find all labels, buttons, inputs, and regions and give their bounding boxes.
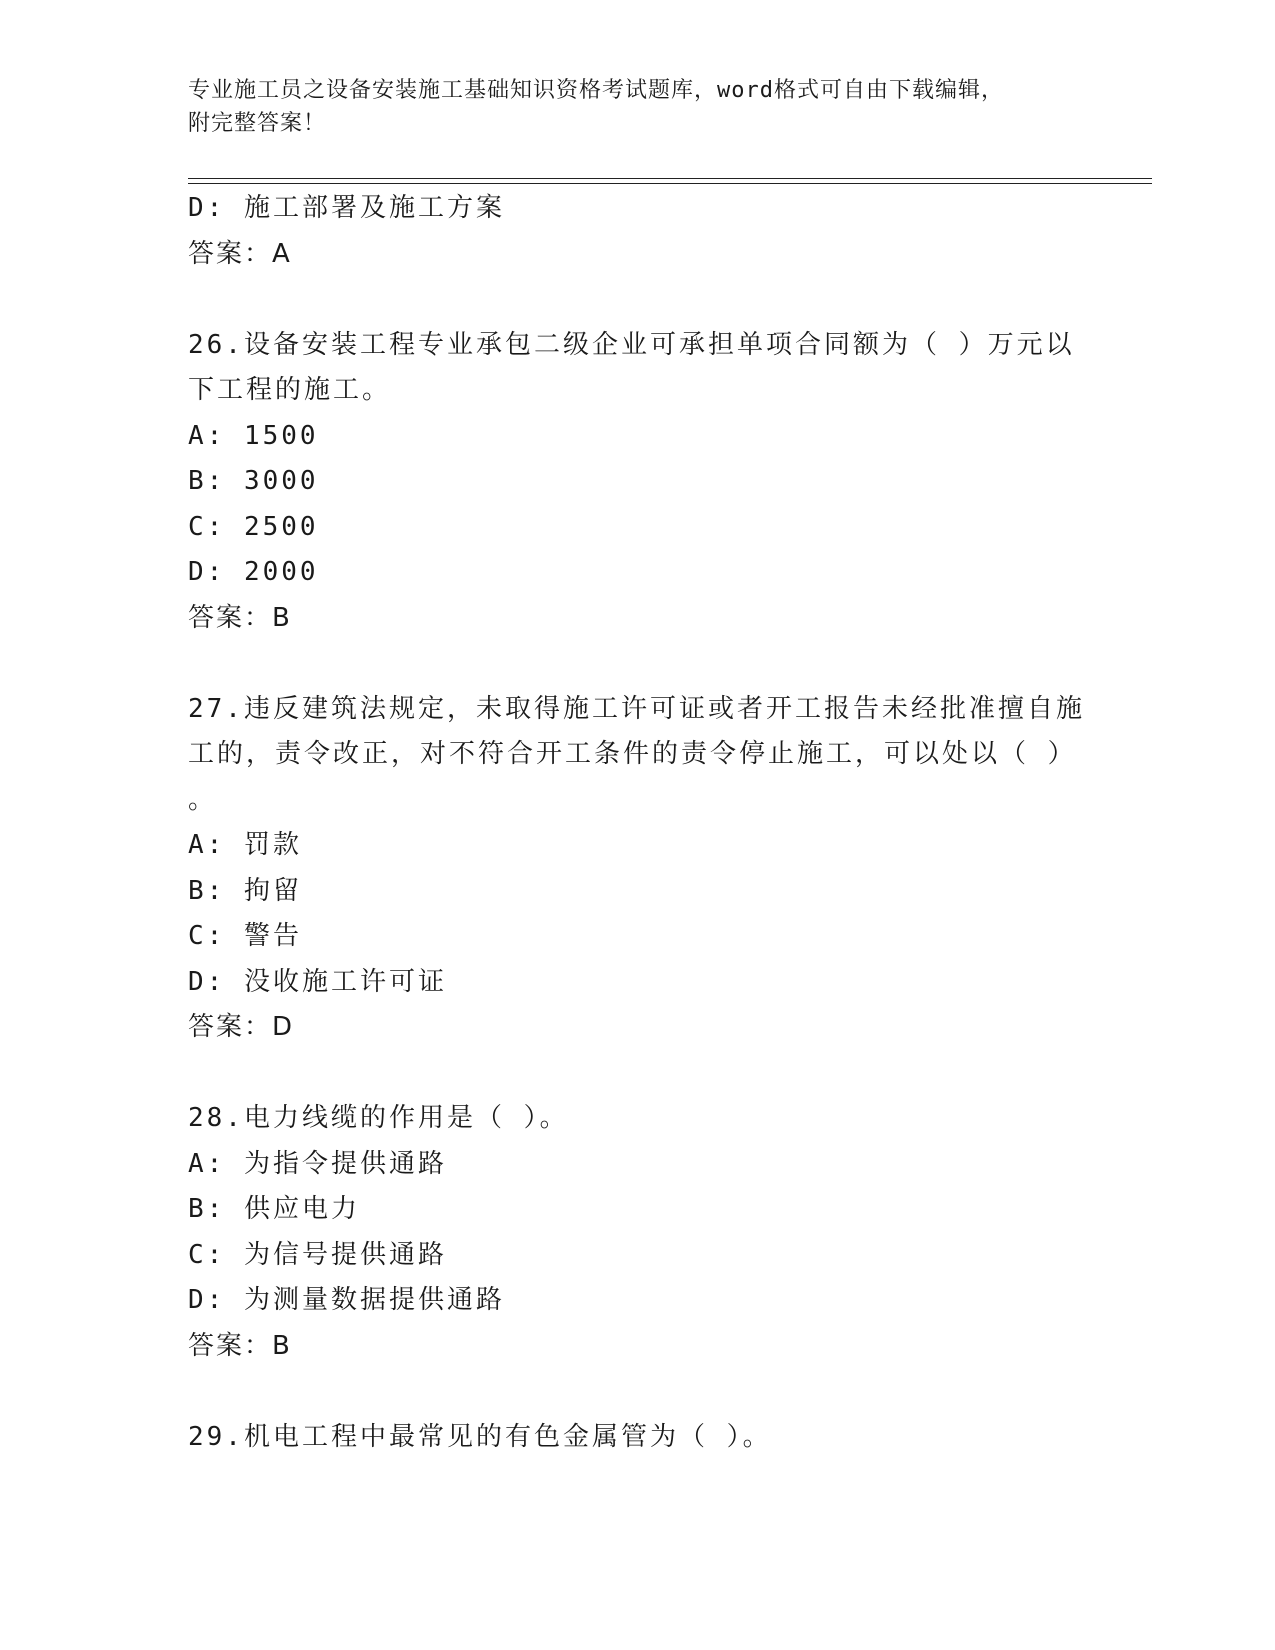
option-d: D: 没收施工许可证 — [188, 966, 447, 997]
header-divider-top — [188, 178, 1152, 179]
option-d: D: 2000 — [188, 557, 319, 587]
spacer — [188, 277, 1088, 323]
question-text-line: 工的，责令改正，对不符合开工条件的责令停止施工，可以处以（ ） — [188, 739, 1077, 769]
question-text-line: 29.机电工程中最常见的有色金属管为（ ）。 — [188, 1421, 772, 1452]
question-list — [188, 186, 1088, 1460]
question-27 — [188, 687, 1088, 1051]
answer: 答案：B — [188, 1330, 292, 1361]
question-text-line: 。 — [188, 784, 218, 815]
option-b: B: 拘留 — [188, 875, 302, 906]
option-c: C: 警告 — [188, 921, 302, 951]
question-text-line: 27.违反建筑法规定，未取得施工许可证或者开工报告未经批准擅自施 — [188, 693, 1085, 724]
spacer — [188, 641, 1088, 687]
question-28 — [188, 1096, 1088, 1369]
option-c: C: 2500 — [188, 511, 319, 542]
option-a: A: 为指令提供通路 — [188, 1148, 447, 1179]
answer: 答案：D — [188, 1012, 295, 1042]
question-text-line: 28.电力线缆的作用是（ ）。 — [188, 1103, 569, 1133]
spacer — [188, 1051, 1088, 1097]
prev-answer: 答案：A — [188, 238, 292, 269]
question-text-line: 下工程的施工。 — [188, 375, 392, 405]
prev-option-d: D: 施工部署及施工方案 — [188, 193, 505, 223]
question-29 — [188, 1415, 1088, 1461]
header-line-1: 专业施工员之设备安装施工基础知识资格考试题库，word格式可自由下载编辑， — [188, 78, 1004, 103]
option-c: C: 为信号提供通路 — [188, 1239, 447, 1270]
option-a: A: 1500 — [188, 420, 319, 451]
question-text-line: 26.设备安装工程专业承包二级企业可承担单项合同额为（ ）万元以 — [188, 329, 1075, 360]
header-line-2: 附完整答案！ — [188, 111, 327, 136]
spacer — [188, 1369, 1088, 1415]
header-divider-bottom — [188, 183, 1152, 184]
option-d: D: 为测量数据提供通路 — [188, 1285, 505, 1315]
option-b: B: 供应电力 — [188, 1194, 360, 1224]
option-a: A: 罚款 — [188, 830, 302, 860]
question-26 — [188, 323, 1088, 642]
option-b: B: 3000 — [188, 466, 319, 496]
document-header — [188, 74, 1088, 140]
answer: 答案：B — [188, 602, 292, 633]
